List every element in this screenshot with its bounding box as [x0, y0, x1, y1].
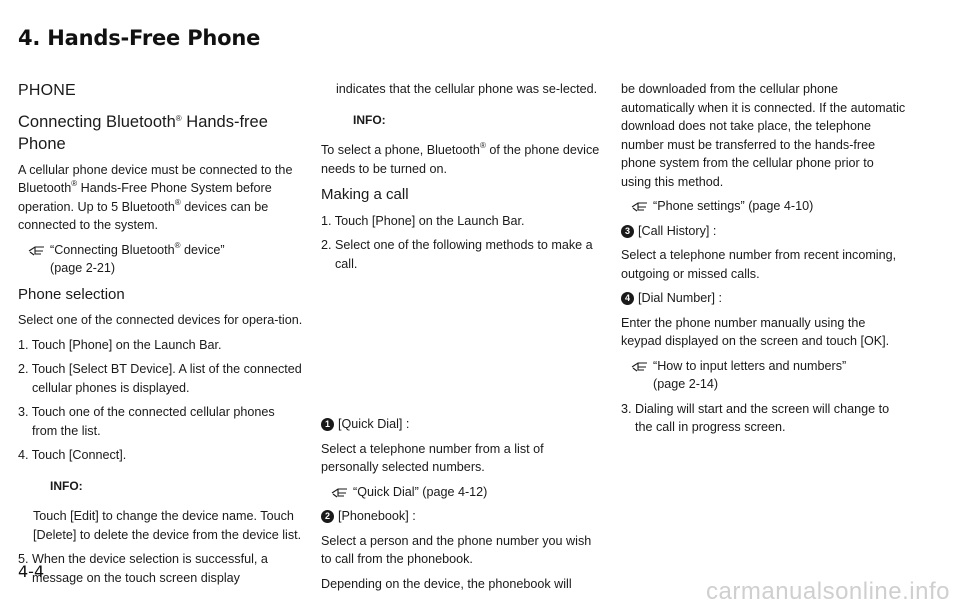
- heading-text: Phone: [18, 134, 66, 153]
- step-3: 3. Touch one of the connected cellular phones from the list.: [18, 405, 275, 438]
- method-phonebook: [321, 507, 603, 526]
- text: Hands-Free Phone System before operation. Up to 5 Bluetooth: [18, 181, 272, 214]
- text: “Connecting Bluetooth: [50, 242, 175, 257]
- step-1: 1. Touch [Phone] on the Launch Bar.: [321, 213, 525, 228]
- page-number: 4-4: [18, 562, 45, 581]
- step-2: 2. Select one of the following methods to make a call.: [321, 238, 593, 271]
- step-1: 1. Touch [Phone] on the Launch Bar.: [18, 337, 222, 352]
- text: “How to input letters and numbers”: [653, 358, 847, 373]
- cross-reference-quick-dial[interactable]: [321, 483, 603, 502]
- step-2: 2. Touch [Select BT Device]. A list of the connected cellular phones is displayed.: [18, 362, 302, 395]
- callout-2-icon: 2: [321, 510, 334, 523]
- method-label: [Call History] :: [638, 223, 717, 238]
- ref-page: (page 2-21): [50, 261, 116, 275]
- paragraph-selection: Select one of the connected devices for opera-tion.: [18, 313, 303, 327]
- method-text: Select a telephone number from recent incoming, outgoing or missed calls.: [621, 248, 897, 281]
- text: A cellular phone device must be connected to the Bluetooth: [18, 162, 293, 195]
- paragraph-connecting: [18, 161, 303, 235]
- text: of the phone device needs to be turned on.: [321, 143, 600, 176]
- info-label: INFO:: [50, 478, 83, 493]
- text: “Phone settings” (page 4-10): [653, 199, 814, 213]
- ref-page: (page 2-14): [653, 377, 719, 391]
- method-label: [Quick Dial] :: [338, 417, 410, 431]
- page-title: 4. Hands-Free Phone: [18, 26, 261, 50]
- text: To select a phone, Bluetooth: [321, 143, 480, 157]
- callout-4-icon: 4: [621, 292, 634, 305]
- step-4: 4. Touch [Connect].: [18, 448, 127, 462]
- watermark: carmanualsonline.info: [706, 578, 950, 605]
- method-text: Select a person and the phone number you wish to call from the phonebook.: [321, 533, 592, 566]
- text: “Quick Dial” (page 4-12): [353, 484, 488, 499]
- step-5-continued: indicates that the cellular phone was se-lected.: [336, 82, 598, 96]
- column-3: [621, 80, 906, 443]
- info-label: INFO:: [353, 112, 386, 127]
- text: devices can be connected to the system.: [18, 199, 269, 232]
- column-1: [18, 80, 303, 593]
- method-dial-number: [621, 289, 906, 308]
- heading-text: Connecting Bluetooth: [18, 112, 176, 131]
- step-3: 3. Dialing will start and the screen will change to the call in progress screen.: [621, 401, 890, 434]
- heading-text: Hands-free: [186, 112, 268, 131]
- text: device”: [180, 242, 225, 257]
- phonebook-continued: be downloaded from the cellular phone automatically when it is connected. If the automatic download does not take place, the telephone number must be transferred to the hands-free phone system from the cellular phone prior to using this method.: [621, 82, 906, 189]
- column-2: [321, 80, 603, 599]
- registered-mark: ®: [479, 141, 486, 150]
- section-heading-phone: PHONE: [18, 82, 76, 99]
- heading-connecting-bluetooth: [18, 111, 303, 155]
- reference-hand-icon: [28, 245, 46, 257]
- heading-making-a-call: Making a call: [321, 186, 409, 203]
- registered-mark: ®: [174, 197, 181, 207]
- method-text: Select a telephone number from a list of personally selected numbers.: [321, 441, 544, 474]
- method-quick-dial: [321, 415, 603, 434]
- figure-space: [321, 279, 603, 415]
- cross-reference-input-letters[interactable]: [621, 357, 906, 394]
- cross-reference-phone-settings[interactable]: [621, 197, 906, 216]
- callout-1-icon: 1: [321, 418, 334, 431]
- step-5: 5. When the device selection is successful, a message on the touch screen display: [18, 552, 268, 585]
- reference-hand-icon: [331, 487, 349, 499]
- reference-hand-icon: [631, 361, 649, 373]
- method-label: [Dial Number] :: [638, 291, 722, 305]
- registered-mark: ®: [175, 113, 182, 123]
- cross-reference-connecting[interactable]: [18, 241, 303, 278]
- callout-3-icon: 3: [621, 225, 634, 238]
- info-text: [321, 141, 603, 178]
- registered-mark: ®: [71, 179, 78, 188]
- method-call-history: [621, 222, 906, 241]
- method-text: Depending on the device, the phonebook will: [321, 576, 572, 591]
- heading-phone-selection: Phone selection: [18, 285, 125, 303]
- method-label: [Phonebook] :: [338, 509, 416, 523]
- method-text: Enter the phone number manually using the keypad displayed on the screen and touch [OK].: [621, 315, 890, 348]
- info-text: Touch [Edit] to change the device name. Touch [Delete] to delete the device from the device list.: [33, 509, 302, 542]
- registered-mark: ®: [174, 240, 181, 250]
- reference-hand-icon: [631, 201, 649, 213]
